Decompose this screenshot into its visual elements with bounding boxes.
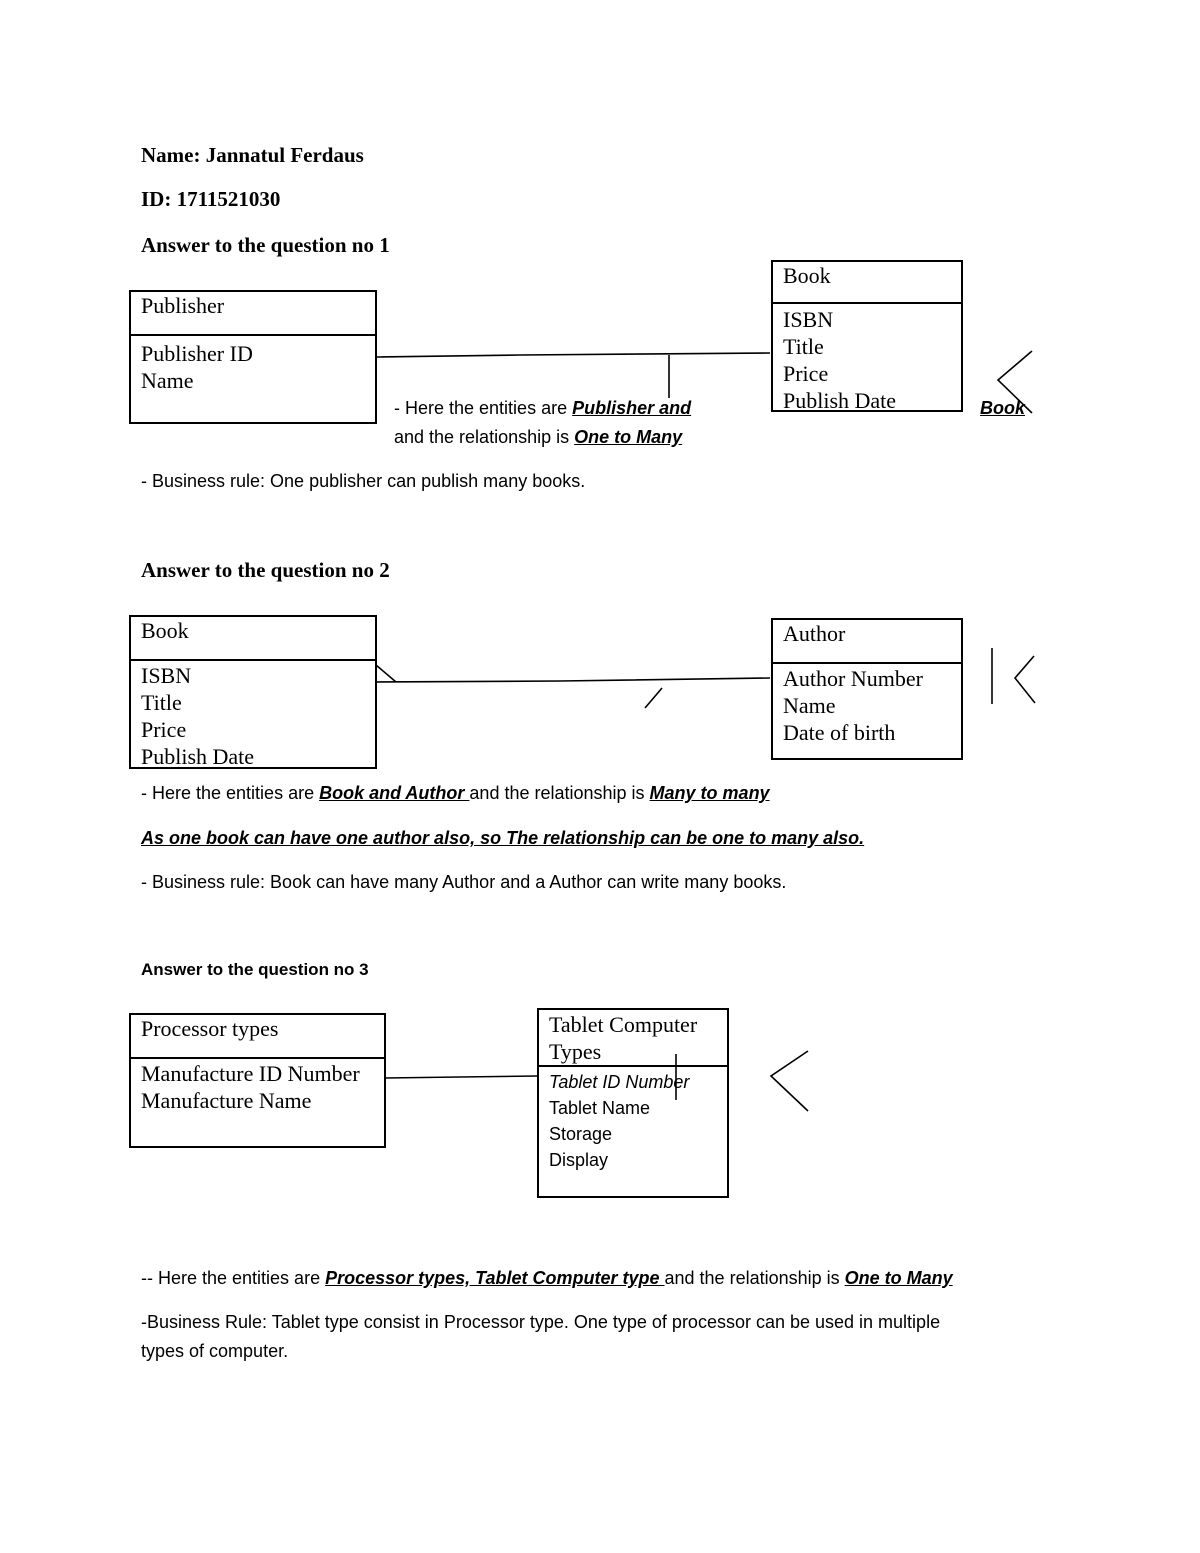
attribute: Author Number	[783, 666, 923, 691]
student-id: ID: 1711521030	[141, 187, 281, 211]
entity-attributes	[773, 664, 961, 746]
q3-processor-entity	[129, 1013, 386, 1148]
note-text: -- Here the entities are	[141, 1268, 326, 1288]
q3-crows-foot-mark	[771, 1051, 808, 1111]
entity-attributes	[773, 304, 961, 414]
note-text: and the relationship is	[664, 1268, 845, 1288]
attribute: Title	[783, 334, 824, 359]
entity-attributes	[539, 1067, 727, 1173]
entity-title-line: Types	[549, 1039, 602, 1064]
note-emphasis: Book and Author	[319, 783, 470, 803]
attribute: ISBN	[783, 307, 834, 332]
note-text: and the relationship is	[394, 427, 575, 447]
entity-title: Book	[131, 617, 375, 661]
q2-end-tick-a	[376, 665, 396, 682]
q1-entities-note	[394, 398, 691, 419]
q2-author-entity	[771, 618, 963, 760]
q1-side-label: Book	[980, 398, 1025, 418]
q1-heading: Answer to the question no 1	[141, 233, 390, 257]
note-emphasis: One to Many	[844, 1268, 953, 1288]
entity-title	[539, 1010, 727, 1067]
q3-tablet-entity	[537, 1008, 729, 1198]
q1-business-rule: - Business rule: One publisher can publish many books.	[141, 471, 586, 491]
entity-title: Processor types	[131, 1015, 384, 1059]
q2-crows-foot-mark	[1015, 656, 1035, 703]
q2-slash-mark	[645, 688, 662, 708]
attribute: Manufacture ID Number	[141, 1061, 360, 1086]
entity-title: Publisher	[131, 292, 375, 336]
note-text: and the relationship is	[469, 783, 650, 803]
attribute: Tablet Name	[549, 1098, 651, 1118]
entity-attributes	[131, 336, 375, 394]
attribute: Price	[783, 361, 829, 386]
entity-title-line: Tablet Computer	[549, 1012, 698, 1037]
entity-title: Author	[773, 620, 961, 664]
note-emphasis: Processor types, Tablet Computer type	[325, 1268, 665, 1288]
attribute: Date of birth	[783, 720, 896, 745]
attribute: ISBN	[141, 663, 192, 688]
q1-relationship-note	[394, 427, 682, 448]
q3-business-rule-line2: types of computer.	[141, 1341, 289, 1361]
attribute: Name	[141, 368, 194, 393]
note-text: - Here the entities are	[394, 398, 573, 418]
key-attribute: Tablet ID Number	[549, 1072, 690, 1092]
q3-business-rule-line1: -Business Rule: Tablet type consist in Processor type. One type of processor can be used in multiple	[141, 1312, 941, 1332]
note-emphasis: One to Many	[574, 427, 683, 447]
q2-business-rule: - Business rule: Book can have many Author and a Author can write many books.	[141, 872, 787, 892]
q3-relationship-line	[385, 1076, 537, 1078]
attribute: Storage	[549, 1124, 613, 1144]
q1-book-entity	[771, 260, 963, 412]
q2-book-entity	[129, 615, 377, 769]
q3-heading: Answer to the question no 3	[141, 960, 369, 979]
attribute: Manufacture Name	[141, 1088, 312, 1113]
note-emphasis: Publisher and	[572, 398, 692, 418]
q2-remark: As one book can have one author also, so The relationship can be one to many also.	[141, 828, 865, 848]
attribute: Publish Date	[783, 388, 897, 413]
q1-publisher-entity	[129, 290, 377, 424]
q2-entities-note	[141, 783, 770, 804]
note-emphasis: Many to many	[649, 783, 770, 803]
attribute: Publisher ID	[141, 341, 253, 366]
attribute: Name	[783, 693, 836, 718]
q1-relationship-line	[376, 353, 770, 357]
student-name: Name: Jannatul Ferdaus	[141, 143, 364, 167]
attribute: Price	[141, 717, 187, 742]
q3-entities-note	[141, 1268, 953, 1289]
entity-title: Book	[773, 262, 961, 304]
entity-attributes	[131, 661, 375, 770]
attribute: Title	[141, 690, 182, 715]
entity-attributes	[131, 1059, 384, 1114]
note-text: - Here the entities are	[141, 783, 320, 803]
q2-heading: Answer to the question no 2	[141, 558, 390, 582]
attribute: Display	[549, 1150, 609, 1170]
q2-relationship-line	[376, 678, 770, 682]
attribute: Publish Date	[141, 744, 255, 769]
